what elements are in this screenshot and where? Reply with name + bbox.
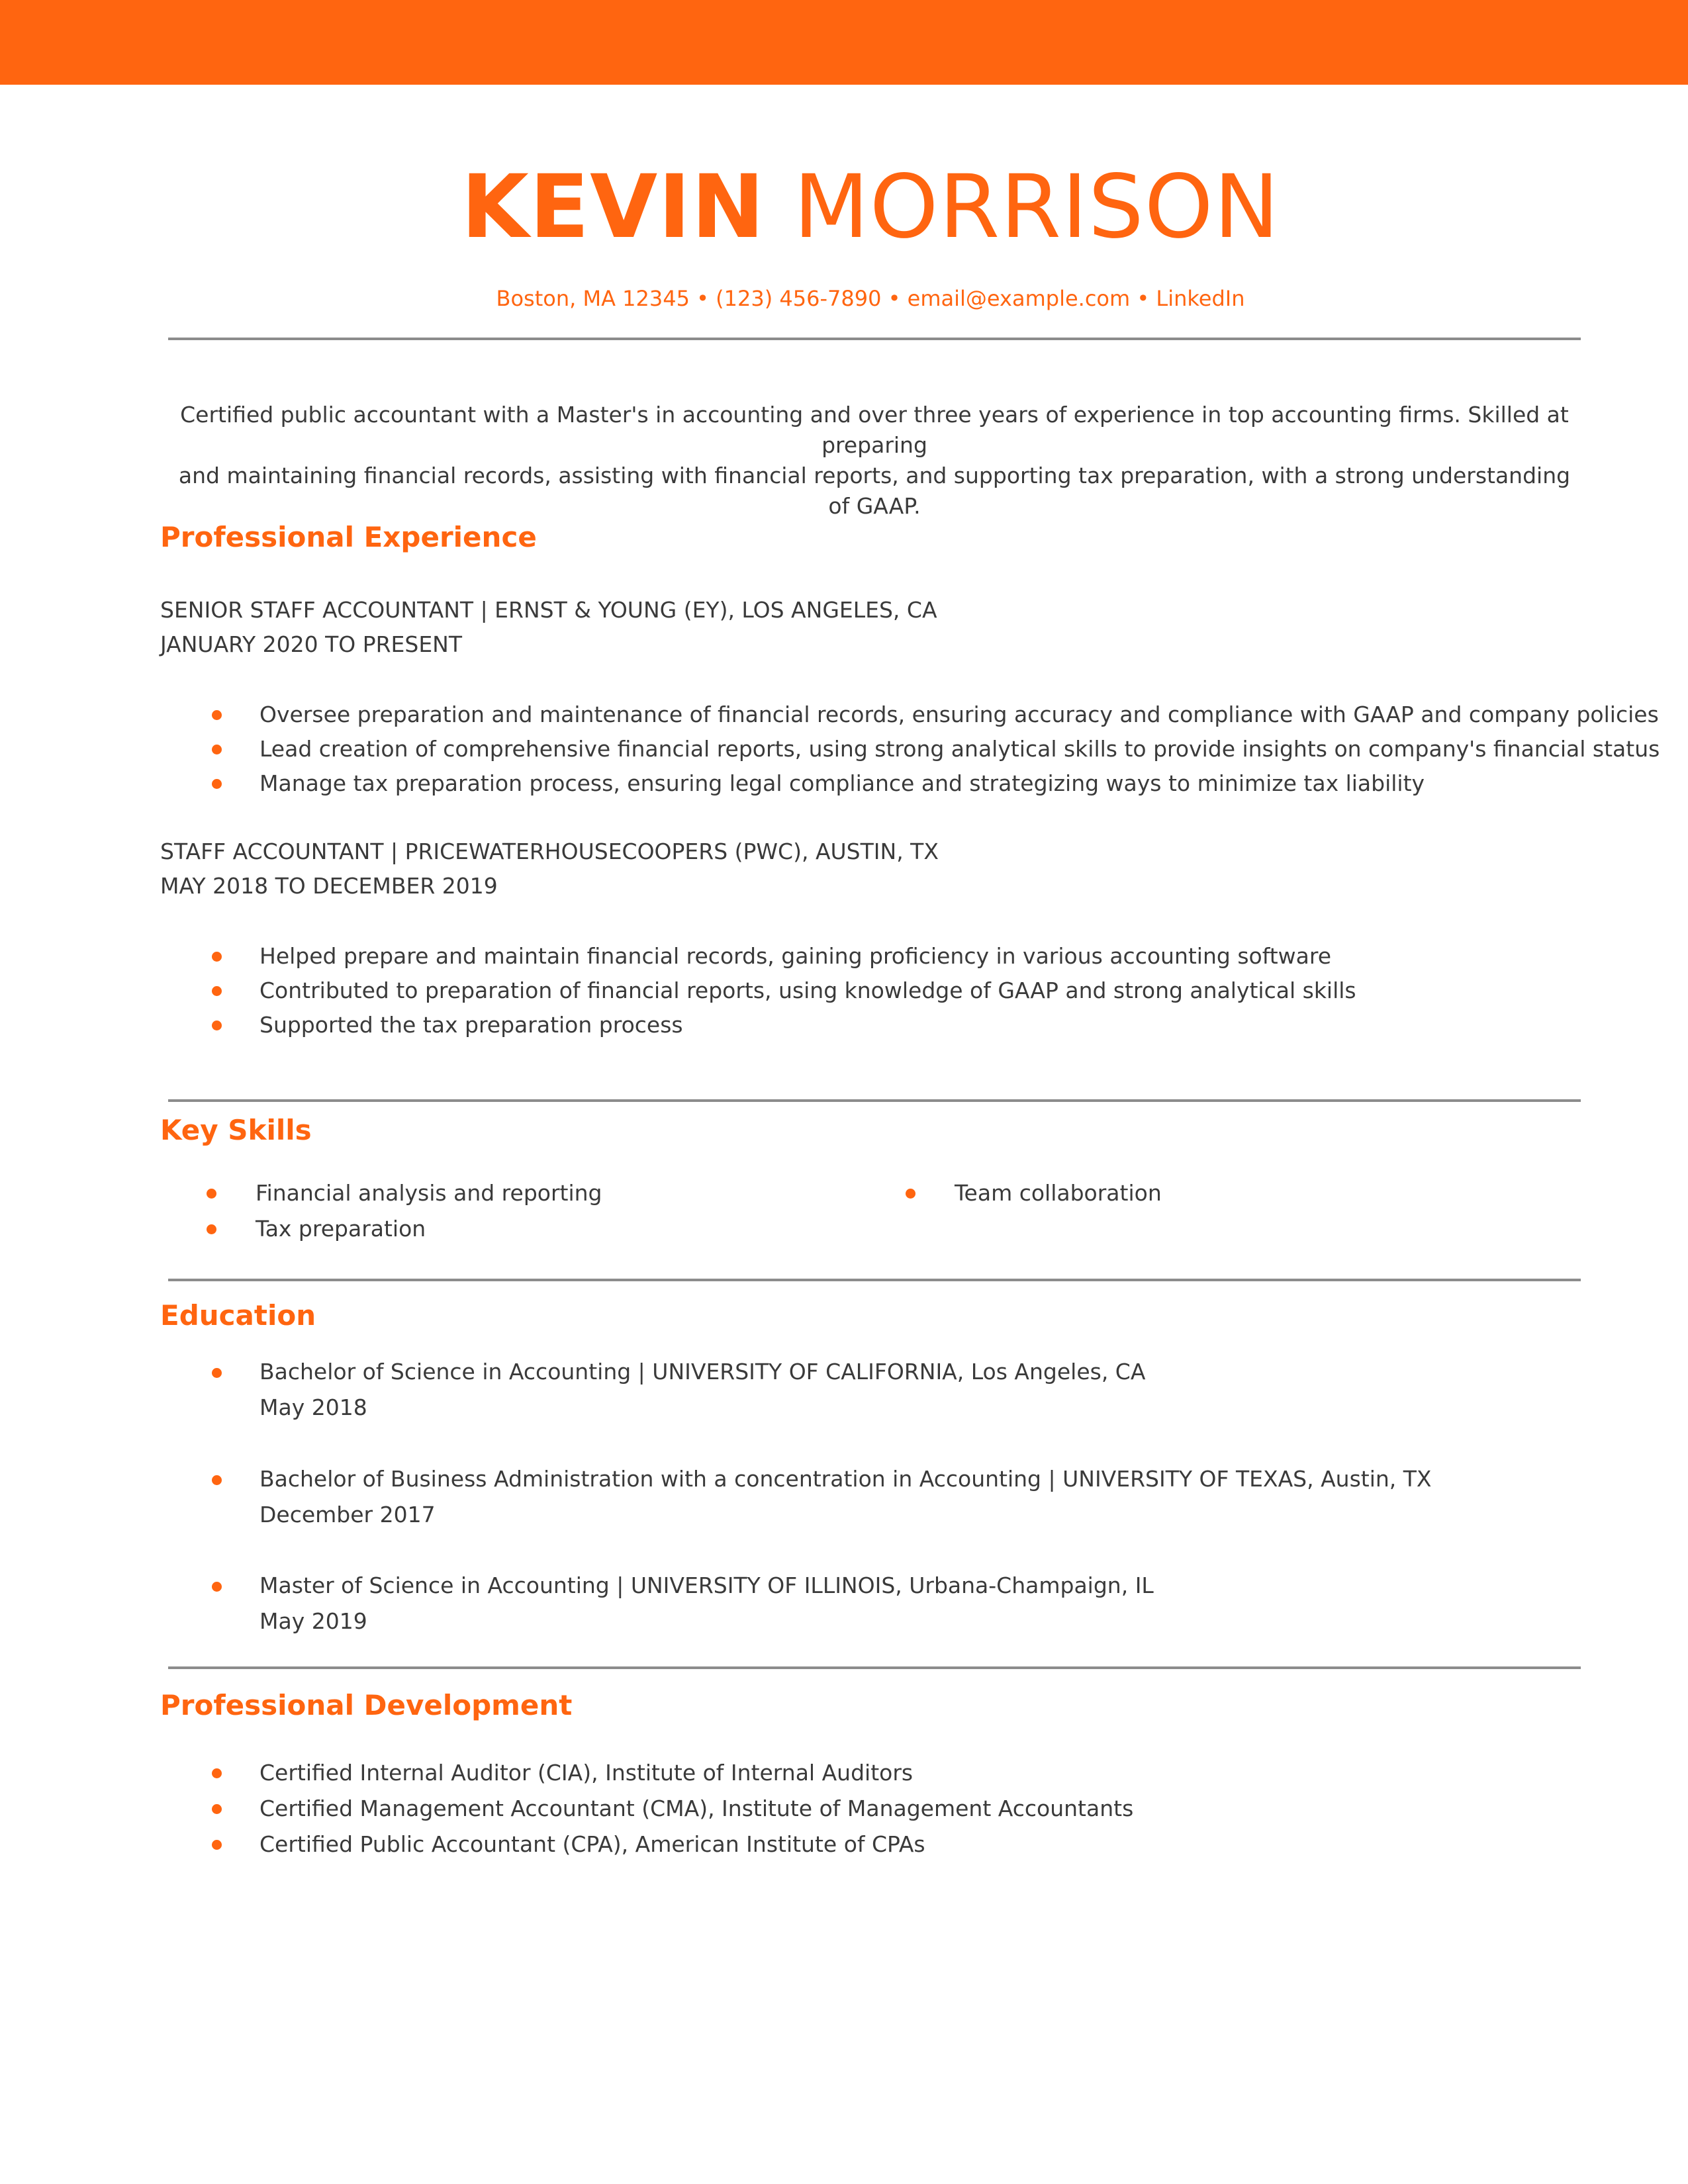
list-item	[212, 1755, 1133, 1791]
development-text: Certified Public Accountant (CPA), American Institute of CPAs	[259, 1831, 925, 1857]
job-dates: JANUARY 2020 TO PRESENT	[160, 631, 463, 657]
list-item	[212, 1791, 1133, 1827]
section-divider	[168, 1099, 1581, 1102]
summary-line-1: Certified public accountant with a Master's in accounting and over three years of experience in top accounting firms. Skilled at preparing	[180, 402, 1569, 458]
list-item	[207, 1211, 602, 1247]
section-title-experience: Professional Experience	[160, 521, 537, 553]
job-bullets	[212, 698, 1660, 801]
bullet-dot-icon	[212, 1582, 222, 1592]
bullet-text: Contributed to preparation of financial reports, using knowledge of GAAP and strong analytical skills	[259, 978, 1356, 1003]
education-date: May 2018	[259, 1394, 367, 1420]
bullet-dot-icon	[212, 1368, 222, 1378]
bullet-dot-icon	[212, 986, 222, 996]
first-name: KEVIN	[461, 156, 765, 258]
skills-list-left	[207, 1175, 602, 1247]
education-date: May 2019	[259, 1608, 367, 1634]
list-item	[212, 939, 1356, 974]
bullet-dot-icon	[212, 710, 222, 720]
bullet-dot-icon	[207, 1189, 216, 1199]
summary-line-2: and maintaining financial records, assisting with financial reports, and supporting tax preparation, with a strong understanding of GAAP.	[178, 463, 1571, 519]
bullet-dot-icon	[212, 1804, 222, 1814]
job-bullets	[212, 939, 1356, 1042]
bullet-dot-icon	[212, 1840, 222, 1850]
list-item	[212, 1827, 1133, 1862]
section-title-development: Professional Development	[160, 1689, 573, 1721]
skill-text: Team collaboration	[955, 1180, 1162, 1206]
bullet-dot-icon	[212, 779, 222, 789]
bullet-dot-icon	[906, 1189, 915, 1199]
bullet-dot-icon	[212, 1768, 222, 1778]
bullet-text: Lead creation of comprehensive financial reports, using strong analytical skills to provide insights on company's financial status	[259, 736, 1660, 762]
skill-text: Financial analysis and reporting	[256, 1180, 602, 1206]
bullet-text: Helped prepare and maintain financial records, gaining proficiency in various accounting software	[259, 943, 1332, 969]
list-item	[212, 974, 1356, 1008]
list-item	[212, 698, 1660, 732]
header-accent-bar	[0, 0, 1688, 85]
job-dates: MAY 2018 TO DECEMBER 2019	[160, 873, 498, 899]
bullet-dot-icon	[207, 1224, 216, 1234]
last-name: MORRISON	[793, 156, 1280, 258]
bullet-text: Supported the tax preparation process	[259, 1012, 683, 1038]
candidate-name	[0, 151, 1688, 263]
education-item	[212, 1461, 1432, 1533]
education-degree: Master of Science in Accounting | UNIVERSITY OF ILLINOIS, Urbana-Champaign, IL	[259, 1572, 1154, 1598]
education-date: December 2017	[259, 1502, 436, 1527]
bullet-text: Oversee preparation and maintenance of financial records, ensuring accuracy and compliance with GAAP and company policies	[259, 702, 1659, 727]
summary	[168, 400, 1581, 522]
list-item	[212, 766, 1660, 801]
list-item	[906, 1175, 1162, 1211]
development-text: Certified Internal Auditor (CIA), Institute of Internal Auditors	[259, 1760, 914, 1786]
list-item	[207, 1175, 602, 1211]
skills-list-right	[906, 1175, 1162, 1211]
job-heading: SENIOR STAFF ACCOUNTANT | ERNST & YOUNG (EY), LOS ANGELES, CA	[160, 597, 937, 623]
education-item	[212, 1354, 1145, 1426]
section-divider	[168, 1666, 1581, 1669]
education-degree: Bachelor of Science in Accounting | UNIVERSITY OF CALIFORNIA, Los Angeles, CA	[259, 1359, 1146, 1385]
education-degree: Bachelor of Business Administration with a concentration in Accounting | UNIVERSITY OF TEXAS, Austin, TX	[259, 1466, 1432, 1492]
section-divider	[168, 1279, 1581, 1281]
development-text: Certified Management Accountant (CMA), Institute of Management Accountants	[259, 1796, 1134, 1821]
list-item	[212, 732, 1660, 766]
contact-line: Boston, MA 12345 • (123) 456-7890 • email@example.com • LinkedIn	[496, 286, 1245, 311]
bullet-dot-icon	[212, 952, 222, 962]
section-title-education: Education	[160, 1299, 316, 1332]
header-divider	[168, 338, 1581, 340]
bullet-dot-icon	[212, 1475, 222, 1485]
skill-text: Tax preparation	[256, 1216, 426, 1242]
section-title-skills: Key Skills	[160, 1114, 312, 1146]
list-item	[212, 1008, 1356, 1042]
bullet-text: Manage tax preparation process, ensuring legal compliance and strategizing ways to minimize tax liability	[259, 770, 1425, 796]
development-list	[212, 1755, 1133, 1862]
job-heading: STAFF ACCOUNTANT | PRICEWATERHOUSECOOPERS (PWC), AUSTIN, TX	[160, 839, 939, 864]
bullet-dot-icon	[212, 745, 222, 754]
bullet-dot-icon	[212, 1021, 222, 1030]
education-item	[212, 1568, 1154, 1639]
